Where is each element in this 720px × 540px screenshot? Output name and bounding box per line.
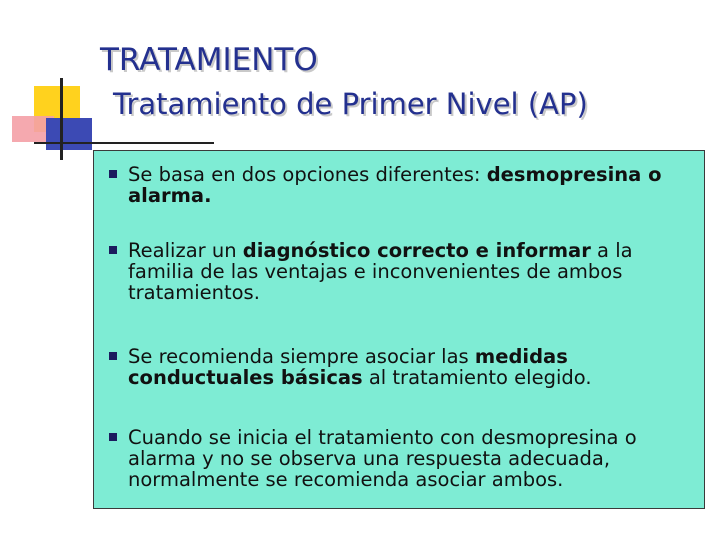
content-box (93, 150, 705, 509)
slide-title: TRATAMIENTO (100, 42, 318, 78)
bullet-square-icon (109, 246, 117, 254)
bullet-text-bold: medidas conductuales básicas (128, 345, 568, 389)
bullet-square-icon (109, 352, 117, 360)
bullet-text-part: Se recomienda siempre asociar las (128, 345, 475, 368)
bullet-text-bold: diagnóstico correcto e informar (242, 239, 591, 262)
bullet-text (128, 164, 693, 206)
bullet-text-part: Realizar un (128, 239, 243, 262)
slide-subtitle: Tratamiento de Primer Nivel (AP) (113, 87, 588, 121)
bullet-square-icon (109, 433, 117, 441)
logo-horizontal-line (34, 142, 214, 144)
bullet-text-part: Se basa en dos opciones diferentes: (128, 163, 487, 186)
bullet-text-bold: desmopresina o alarma. (128, 163, 662, 207)
bullet-text (128, 427, 693, 490)
bullet-text-part: Cuando se inicia el tratamiento con desmopresina o alarma y no se observa una respuesta adecuada, normalmente se recomienda asociar ambos. (128, 426, 637, 491)
bullet-square-icon (109, 170, 117, 178)
bullet-text (128, 240, 693, 303)
logo-blue-square (46, 118, 92, 150)
bullet-text (128, 346, 693, 388)
logo-vertical-line (60, 78, 63, 160)
bullet-text-part: a la familia de las ventajas e inconvenientes de ambos tratamientos. (128, 239, 633, 304)
bullet-text-part: al tratamiento elegido. (362, 366, 592, 389)
